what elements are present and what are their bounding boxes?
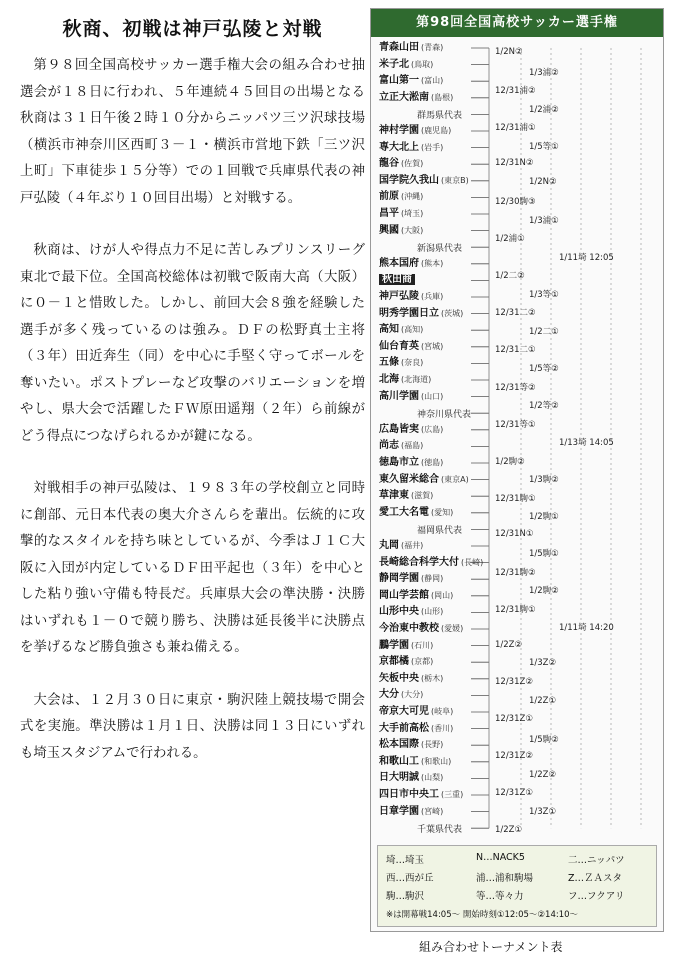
legend-item: 等…等々力 — [476, 891, 524, 902]
team-name: 興國 — [379, 224, 399, 236]
team-prefecture: (岩手) — [421, 142, 444, 152]
bracket-match-label: 1/2Z② — [529, 769, 557, 780]
bracket-team — [379, 323, 423, 336]
bracket-match-label: 12/31N② — [495, 158, 534, 169]
team-prefecture: (青森) — [421, 43, 444, 52]
team-name: 和歌山工 — [379, 755, 419, 767]
team-prefecture: (岐阜) — [431, 707, 454, 716]
bracket-team — [379, 307, 463, 320]
bracket-match-label: 12/31浦① — [495, 123, 536, 134]
bracket-match-label: 12/31Z① — [495, 714, 533, 725]
bracket-team — [379, 539, 423, 552]
team-prefecture: (三重) — [441, 790, 464, 799]
bracket-team — [379, 788, 463, 801]
team-name: 立正大淞南 — [379, 91, 429, 103]
bracket-team — [379, 705, 453, 718]
bracket-team — [379, 506, 453, 519]
venue-legend — [377, 845, 657, 927]
bracket-match-label: 1/2浦① — [495, 234, 525, 245]
bracket-match-label: 1/3Z② — [529, 658, 557, 669]
team-prefecture: (茨城) — [441, 308, 464, 318]
bracket-team — [379, 141, 443, 154]
bracket-match-label: 1/2N② — [529, 176, 557, 187]
team-prefecture: (大阪) — [401, 225, 424, 235]
team-prefecture: (静岡) — [421, 574, 444, 584]
team-name: 草津東 — [379, 490, 409, 502]
team-name: 長崎総合科学大付 — [379, 556, 459, 568]
bracket-match-label: 1/2駒② — [529, 586, 559, 597]
bracket-match-label: 12/31二① — [495, 345, 536, 356]
article-paragraph-3: 対戦相手の神戸弘陵は、１９８３年の学校創立と同時に創部、元日本代表の奥大介さんらを輩出。伝統的に攻撃的なスタイルを持ち味としているが、今季はＪ１Ｃ大阪に入団が内定しているＤＦ田平起也（３年）を中心とした粘り強い守備も特長だ。兵庫県大会の準決勝・決勝はいずれも１－０で競り勝ち、決勝は延長後半に決勝点を挙げるなど勝負強さも兼ね備える。 — [20, 481, 365, 655]
team-name: 前原 — [379, 191, 399, 203]
bracket-team — [379, 356, 423, 369]
bracket-team — [379, 805, 443, 818]
bracket-representative-slot: 新潟県代表 — [417, 244, 463, 255]
bracket-match-label: 1/3浦② — [529, 67, 559, 78]
bracket-match-label: 1/5等② — [529, 364, 559, 374]
team-prefecture: (東京A) — [441, 474, 469, 484]
bracket-match-label: 12/31Z① — [495, 788, 533, 799]
team-name: 山形中央 — [379, 606, 419, 618]
bracket-team — [379, 224, 423, 237]
bracket-match-label: 1/2等② — [529, 401, 559, 412]
bracket-match-label: 1/2浦② — [529, 104, 559, 115]
team-name: 高川学園 — [379, 390, 419, 402]
team-name: 青森山田 — [379, 42, 419, 53]
team-name: 神戸弘陵 — [379, 291, 419, 302]
team-name: 帝京大可児 — [379, 706, 429, 717]
team-prefecture: (宮城) — [421, 341, 444, 351]
team-name: 鵬学園 — [379, 639, 409, 651]
bracket-match-label: 1/3駒② — [529, 475, 559, 486]
legend-item: 西…西が丘 — [386, 873, 434, 884]
team-prefecture: (埼玉) — [401, 209, 424, 218]
bracket-team — [379, 174, 469, 187]
team-prefecture: (福井) — [401, 541, 424, 550]
legend-item: 二…ニッパツ — [568, 855, 625, 866]
team-prefecture: (佐賀) — [401, 159, 424, 169]
bracket-team — [379, 672, 443, 685]
team-name: 岡山学芸館 — [379, 589, 429, 601]
bracket-team — [379, 124, 451, 137]
bracket-match-label: 1/3浦① — [529, 215, 559, 226]
bracket-team — [379, 340, 443, 353]
bracket-team — [379, 439, 423, 452]
team-prefecture: (和歌山) — [421, 756, 452, 766]
team-name: 米子北 — [379, 58, 409, 70]
team-name: 国学院久我山 — [379, 174, 439, 186]
legend-note: ※は開幕戦14:05～ 開始時刻①12:05～②14:10～ — [386, 910, 579, 920]
team-name: 秋田商 — [379, 274, 415, 285]
bracket-match-label: 1/5駒① — [529, 549, 559, 560]
bracket-match-label: 1/3等① — [529, 289, 559, 300]
article-paragraph-4: 大会は、１２月３０日に東京・駒沢陸上競技場で開会式を実施。準決勝は１月１日、決勝は同１３日にいずれも埼玉スタジアムで行われる。 — [20, 692, 365, 761]
team-prefecture: (長崎) — [461, 557, 484, 567]
bracket-match-label: 12/31等② — [495, 382, 536, 393]
team-prefecture: (島根) — [431, 92, 454, 102]
bracket-team — [379, 58, 433, 71]
bracket-team — [379, 273, 415, 286]
team-name: 今治東中教校 — [379, 623, 439, 634]
team-name: 専大北上 — [379, 141, 419, 153]
team-prefecture: (京都) — [411, 657, 434, 667]
bracket-match-label: 12/31N① — [495, 528, 534, 539]
team-prefecture: (奈良) — [401, 358, 424, 368]
team-prefecture: (山口) — [421, 391, 444, 401]
bracket-team — [379, 257, 443, 270]
team-name: 高知 — [379, 324, 399, 336]
team-prefecture: (山梨) — [421, 773, 444, 783]
bracket-team — [379, 572, 443, 585]
team-prefecture: (山形) — [421, 607, 444, 617]
bracket-team — [379, 157, 423, 170]
bracket-team — [379, 622, 463, 635]
bracket-team — [379, 74, 443, 87]
bracket-team — [379, 688, 423, 701]
team-prefecture: (北海道) — [401, 375, 432, 384]
team-name: 静岡学園 — [379, 573, 419, 585]
legend-item: 浦…浦和駒場 — [476, 873, 534, 884]
legend-item: N…NACK5 — [476, 852, 525, 863]
team-prefecture: (愛知) — [431, 507, 454, 517]
team-prefecture: (愛媛) — [441, 624, 464, 633]
team-prefecture: (富山) — [421, 76, 444, 86]
bracket-representative-slot: 福岡県代表 — [417, 526, 463, 537]
bracket-match-label: 1/11埼 12:05 — [559, 252, 614, 263]
legend-item: フ…フクアリ — [568, 891, 625, 902]
team-name: 大手前高松 — [379, 722, 429, 734]
bracket-match-label: 1/5等① — [529, 141, 559, 152]
bracket-match-label: 1/2Z① — [529, 695, 557, 706]
team-name: 富山第一 — [379, 75, 419, 87]
team-name: 龍谷 — [379, 158, 399, 170]
team-name: 熊本国府 — [379, 257, 419, 269]
team-name: 尚志 — [379, 440, 399, 452]
bracket-match-label: 1/5駒② — [529, 734, 559, 745]
bracket-match-label: 12/31駒② — [495, 567, 536, 578]
article-paragraph-2: 秋商は、けが人や得点力不足に苦しみプリンスリーグ東北で最下位。全国高校総体は初戦で阪南大高（大阪）に０－１と惜敗した。しかし、前回大会８強を経験した選手が多く残っているのは強み。ＤＦの松野真士主将（３年）田近奔生（同）を中心に手堅く守ってボールを奪いたい。ポストプレーなど攻撃のバリエーションを増やし、県大会で活躍したＦＷ原田遥翔（２年）ら前線がどう得点につなげられるかが鍵になる。 — [20, 243, 365, 444]
team-name: 日章学園 — [379, 805, 419, 817]
team-prefecture: (岡山) — [431, 590, 454, 600]
bracket-team — [379, 489, 433, 502]
bracket-team — [379, 589, 453, 602]
team-name: 東久留米総合 — [379, 473, 439, 485]
bracket-match-label: 1/2Z① — [495, 825, 523, 836]
bracket-match-label: 1/2Z② — [495, 639, 523, 650]
bracket-team — [379, 456, 443, 469]
bracket-team — [379, 655, 433, 668]
bracket-team — [379, 473, 469, 486]
bracket-team — [379, 91, 453, 104]
team-name: 丸岡 — [379, 540, 399, 551]
team-prefecture: (徳島) — [421, 458, 444, 467]
bracket-team — [379, 423, 443, 436]
team-name: 五條 — [379, 357, 399, 369]
bracket-team — [379, 722, 453, 735]
team-prefecture: (福島) — [401, 441, 424, 451]
team-name: 四日市中央工 — [379, 789, 439, 800]
team-prefecture: (香川) — [431, 723, 454, 733]
team-name: 広島皆実 — [379, 423, 419, 435]
team-name: 京都橘 — [379, 656, 409, 668]
bracket-team — [379, 605, 443, 618]
team-name: 仙台育英 — [379, 340, 419, 352]
bracket-team — [379, 390, 443, 403]
headline: 秋商、初戦は神戸弘陵と対戦 — [62, 18, 323, 40]
bracket-match-label: 1/2二① — [529, 326, 559, 337]
bracket-team — [379, 290, 443, 303]
bracket-team — [379, 373, 431, 386]
bracket-representative-slot: 千葉県代表 — [417, 825, 463, 836]
bracket-representative-slot: 群馬県代表 — [417, 111, 463, 122]
bracket-team — [379, 639, 433, 652]
bracket-title: 第98回全国高校サッカー選手権 — [371, 9, 663, 37]
legend-item: 埼…埼玉 — [386, 855, 425, 866]
team-name: 大分 — [379, 689, 399, 701]
bracket-match-label: 12/31二② — [495, 308, 536, 319]
team-prefecture: (兵庫) — [421, 292, 444, 301]
bracket-match-label: 12/31Z② — [495, 751, 533, 762]
team-prefecture: (熊本) — [421, 258, 444, 268]
bracket-match-label: 12/31Z② — [495, 677, 533, 688]
team-name: 明秀学園日立 — [379, 307, 439, 319]
team-prefecture: (沖縄) — [401, 192, 424, 202]
bracket-match-label: 1/3Z① — [529, 806, 557, 817]
team-name: 日大明誠 — [379, 772, 419, 784]
tournament-bracket — [370, 8, 664, 932]
team-prefecture: (高知) — [401, 325, 424, 335]
team-prefecture: (栃木) — [421, 673, 444, 683]
bracket-team — [379, 556, 483, 569]
article-paragraph-1: 第９８回全国高校サッカー選手権大会の組み合わせ抽選会が１８日に行われ、５年連続４５回目の出場となる秋商は３１日午後２時１０分からニッパツ三ツ沢球技場（横浜市神奈川区西町３－１・横浜市営地下鉄「三ツ沢上町」下車徒歩１５分等）での１回戦で兵庫県代表の神戸弘陵（４年ぶり１０回目出場）と対戦する。 — [20, 58, 365, 206]
team-name: 神村学園 — [379, 125, 419, 136]
bracket-match-label: 1/13埼 14:05 — [559, 438, 614, 449]
team-prefecture: (鹿児島) — [421, 126, 452, 135]
team-prefecture: (長野) — [421, 740, 444, 750]
bracket-team — [379, 771, 443, 784]
bracket-match-label: 1/2N② — [495, 47, 523, 57]
team-prefecture: (鳥取) — [411, 59, 434, 69]
bracket-team — [379, 41, 443, 54]
team-prefecture: (石川) — [411, 640, 434, 650]
team-prefecture: (滋賀) — [411, 491, 434, 501]
bracket-match-label: 1/2二② — [495, 271, 525, 282]
bracket-match-label: 1/11埼 14:20 — [559, 623, 614, 634]
team-name: 愛工大名電 — [379, 506, 429, 518]
bracket-match-label: 1/2駒① — [529, 512, 559, 523]
bracket-match-label: 12/30駒③ — [495, 197, 536, 208]
team-name: 矢板中央 — [379, 672, 419, 684]
bracket-match-label: 12/31浦② — [495, 86, 536, 97]
bracket-match-label: 1/2駒② — [495, 456, 525, 467]
legend-item: 駒…駒沢 — [386, 891, 425, 902]
team-prefecture: (広島) — [421, 424, 444, 434]
bracket-team — [379, 207, 423, 220]
legend-item: Z…ＺＡスタ — [568, 873, 623, 884]
bracket-caption: 組み合わせトーナメント表 — [419, 940, 563, 954]
team-name: 松本国際 — [379, 739, 419, 751]
bracket-match-label: 12/31駒① — [495, 493, 536, 504]
bracket-match-label: 12/31駒① — [495, 604, 536, 615]
bracket-representative-slot: 神奈川県代表 — [417, 410, 472, 421]
team-prefecture: (大分) — [401, 690, 424, 700]
team-name: 昌平 — [379, 208, 399, 219]
team-name: 徳島市立 — [379, 457, 419, 468]
bracket-team — [379, 755, 451, 768]
team-prefecture: (宮崎) — [421, 806, 444, 816]
team-name: 北海 — [379, 374, 399, 385]
bracket-team — [379, 190, 423, 203]
team-prefecture: (東京B) — [441, 175, 469, 185]
bracket-match-label: 12/31等① — [495, 419, 536, 430]
article — [20, 14, 365, 793]
bracket-team — [379, 738, 443, 751]
